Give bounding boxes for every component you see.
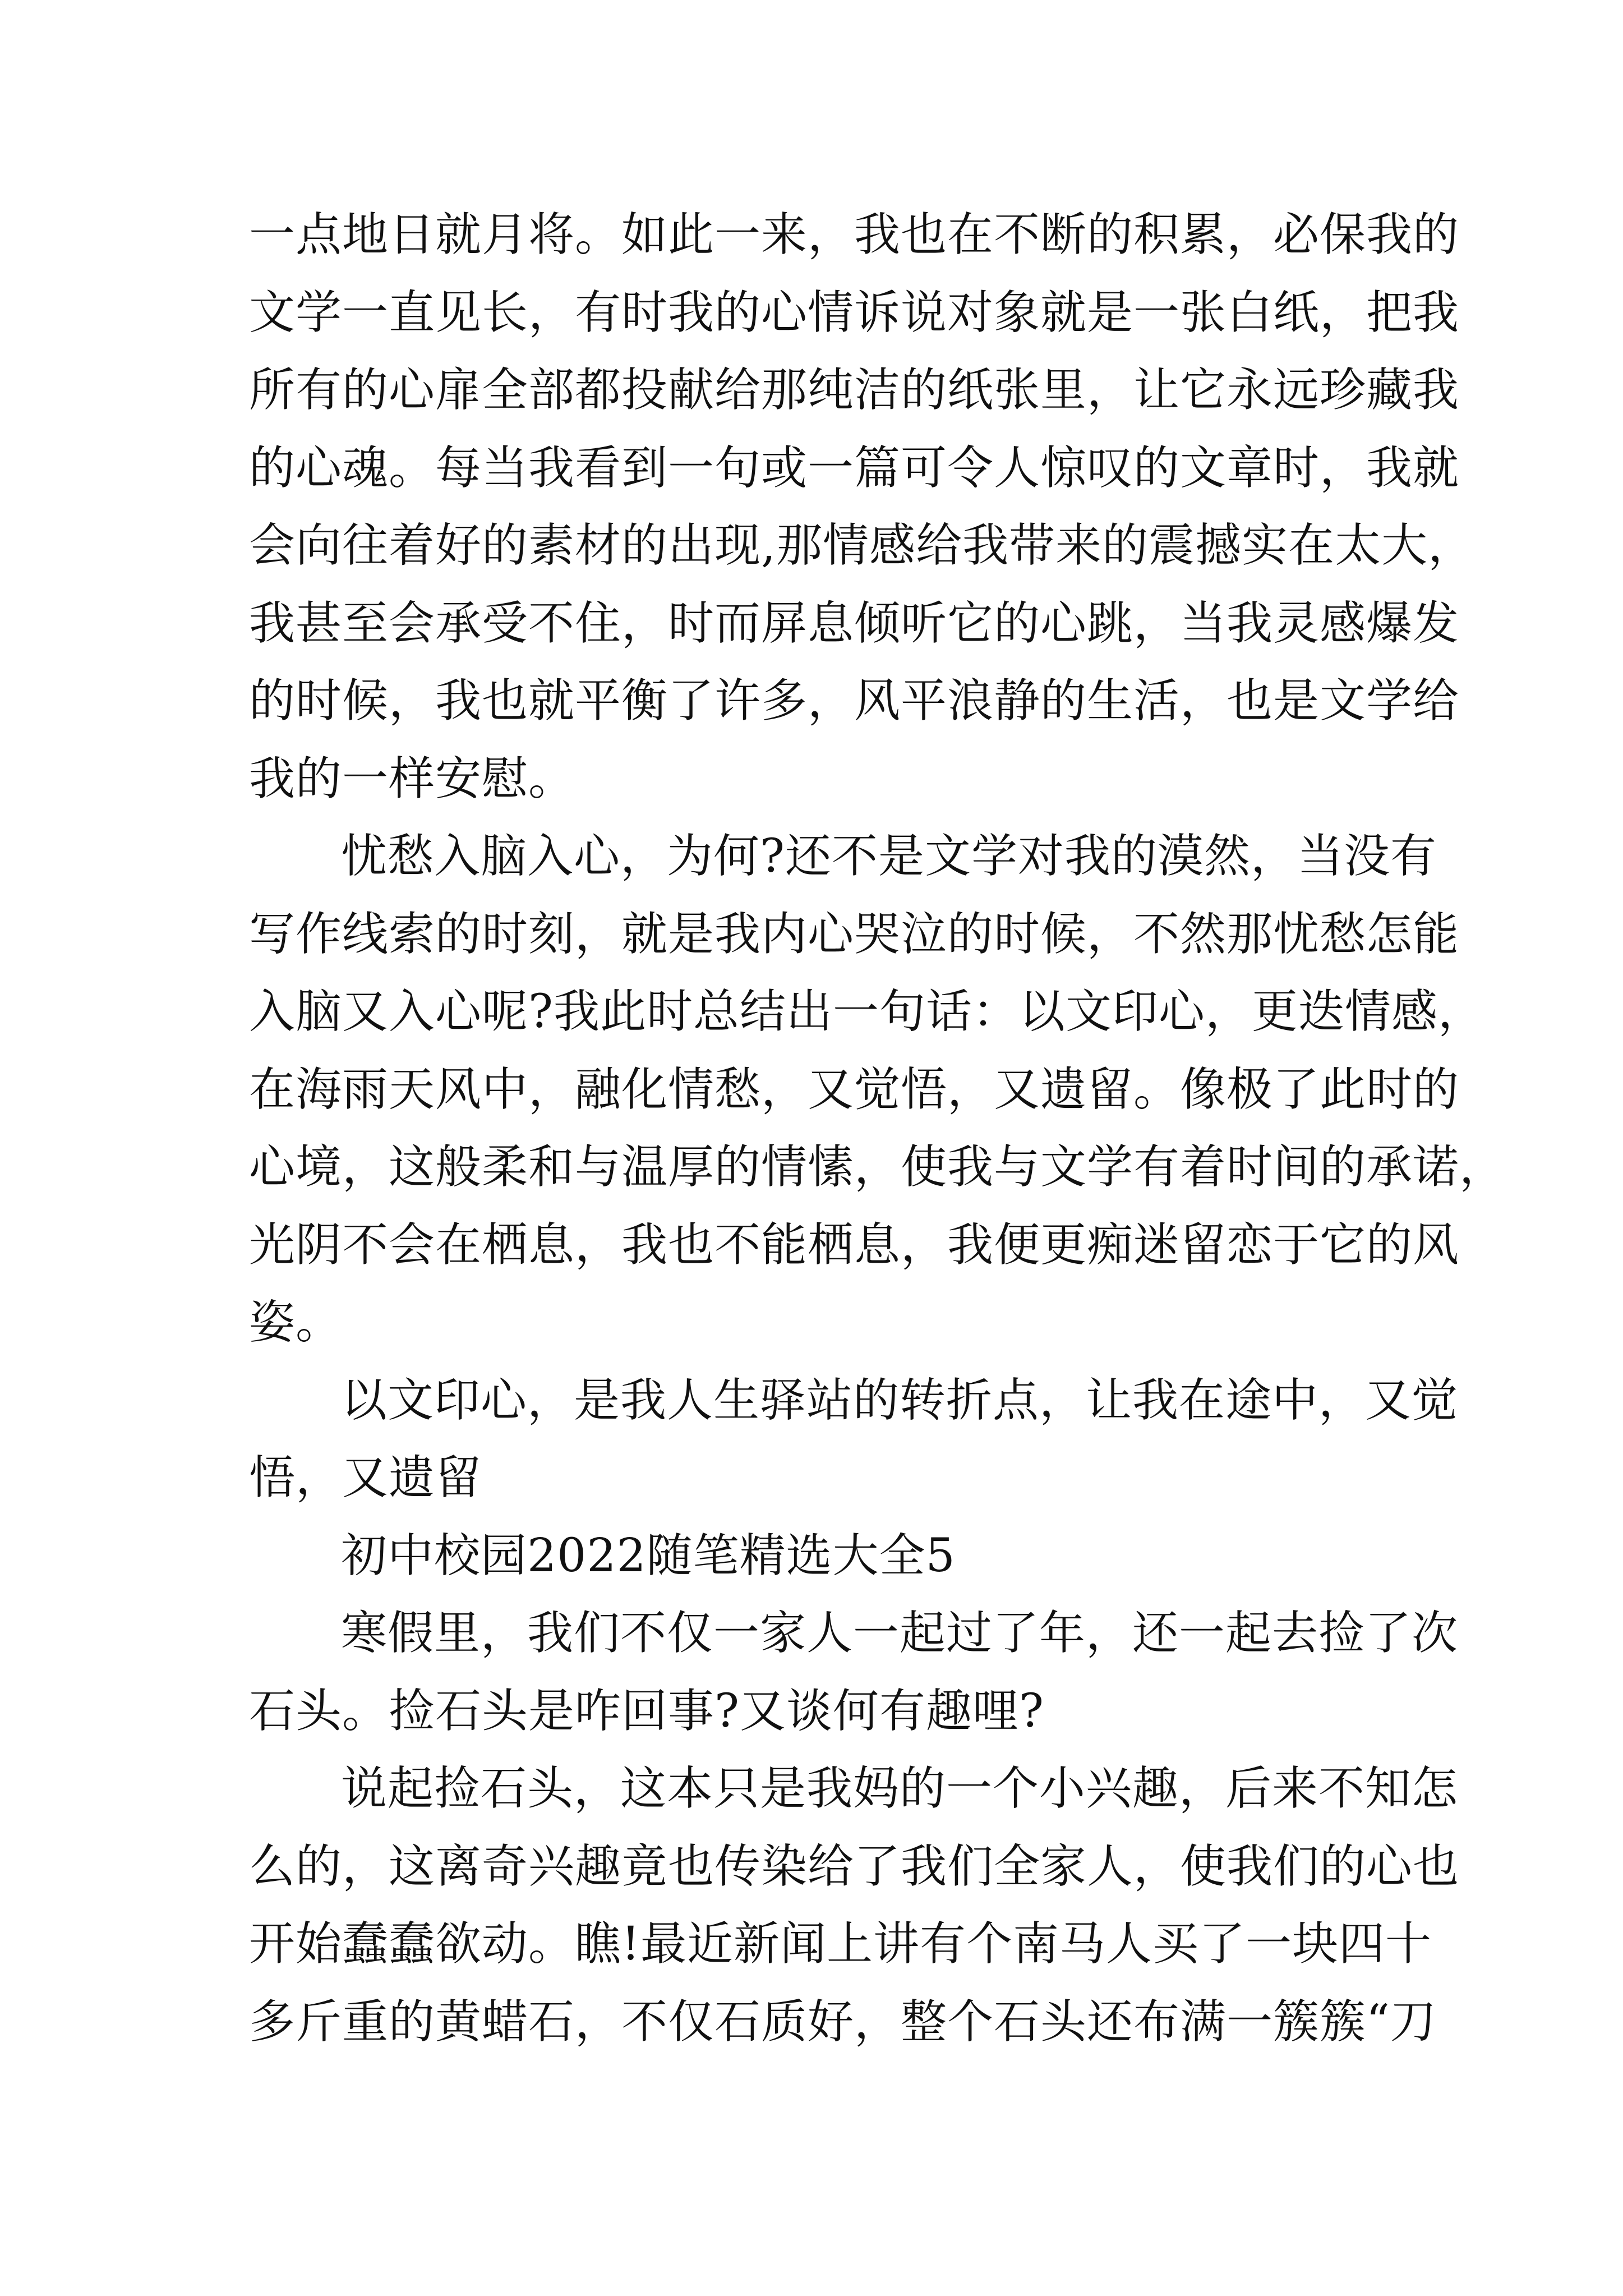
text-line: 姿。 [249,1296,343,1349]
text-line: 石头。捡石头是咋回事?又谈何有趣哩? [249,1684,1044,1738]
text-line: 我的一样安慰。 [249,752,575,806]
text-line: 多斤重的黄蜡石，不仅石质好，整个石头还布满一簇簇“刀 [249,1995,1437,2049]
text-line: 我甚至会承受不住，时而屏息倾听它的心跳，当我灵感爆发 [249,596,1460,650]
text-line: 初中校园2022随笔精选大全5 [341,1529,956,1582]
text-line: 文学一直见长，有时我的心情诉说对象就是一张白纸，把我 [249,286,1460,339]
text-line: 以文印心，是我人生驿站的转折点，让我在途中，又觉 [341,1373,1459,1427]
text-line: 么的，这离奇兴趣竟也传染给了我们全家人，使我们的心也 [249,1839,1460,1893]
text-line: 悟，又遗留 [249,1451,482,1504]
text-line: 在海雨天风中，融化情愁，又觉悟，又遗留。像极了此时的 [249,1062,1460,1116]
document-body [249,196,1506,2061]
text-line: 的心魂。每当我看到一句或一篇可令人惊叹的文章时，我就 [249,441,1460,495]
text-line: 光阴不会在栖息，我也不能栖息，我便更痴迷留恋于它的风 [249,1218,1460,1272]
text-line: 一点地日就月将。如此一来，我也在不断的积累，必保我的 [249,208,1460,261]
text-line: 开始蠢蠢欲动。瞧!最近新闻上讲有个南马人买了一块四十 [249,1917,1432,1971]
text-line: 寒假里，我们不仅一家人一起过了年，还一起去捡了次 [341,1607,1459,1660]
text-line: 说起捡石头，这本只是我妈的一个小兴趣，后来不知怎 [341,1762,1459,1815]
text-line: 写作线索的时刻，就是我内心哭泣的时候，不然那忧愁怎能 [249,907,1460,961]
text-line: 忧愁入脑入心，为何?还不是文学对我的漠然，当没有 [341,830,1437,883]
text-line: 心境，这般柔和与温厚的情愫，使我与文学有着时间的承诺， [249,1140,1506,1194]
text-line: 的时候，我也就平衡了许多，风平浪静的生活，也是文学给 [249,674,1460,728]
text-line: 所有的心扉全部都投献给那纯洁的纸张里，让它永远珍藏我 [249,364,1460,417]
text-line: 会向往着好的素材的出现,那情感给我带来的震撼实在太大， [249,519,1475,572]
text-line: 入脑又入心呢?我此时总结出一句话：以文印心，更迭情感， [249,985,1484,1038]
